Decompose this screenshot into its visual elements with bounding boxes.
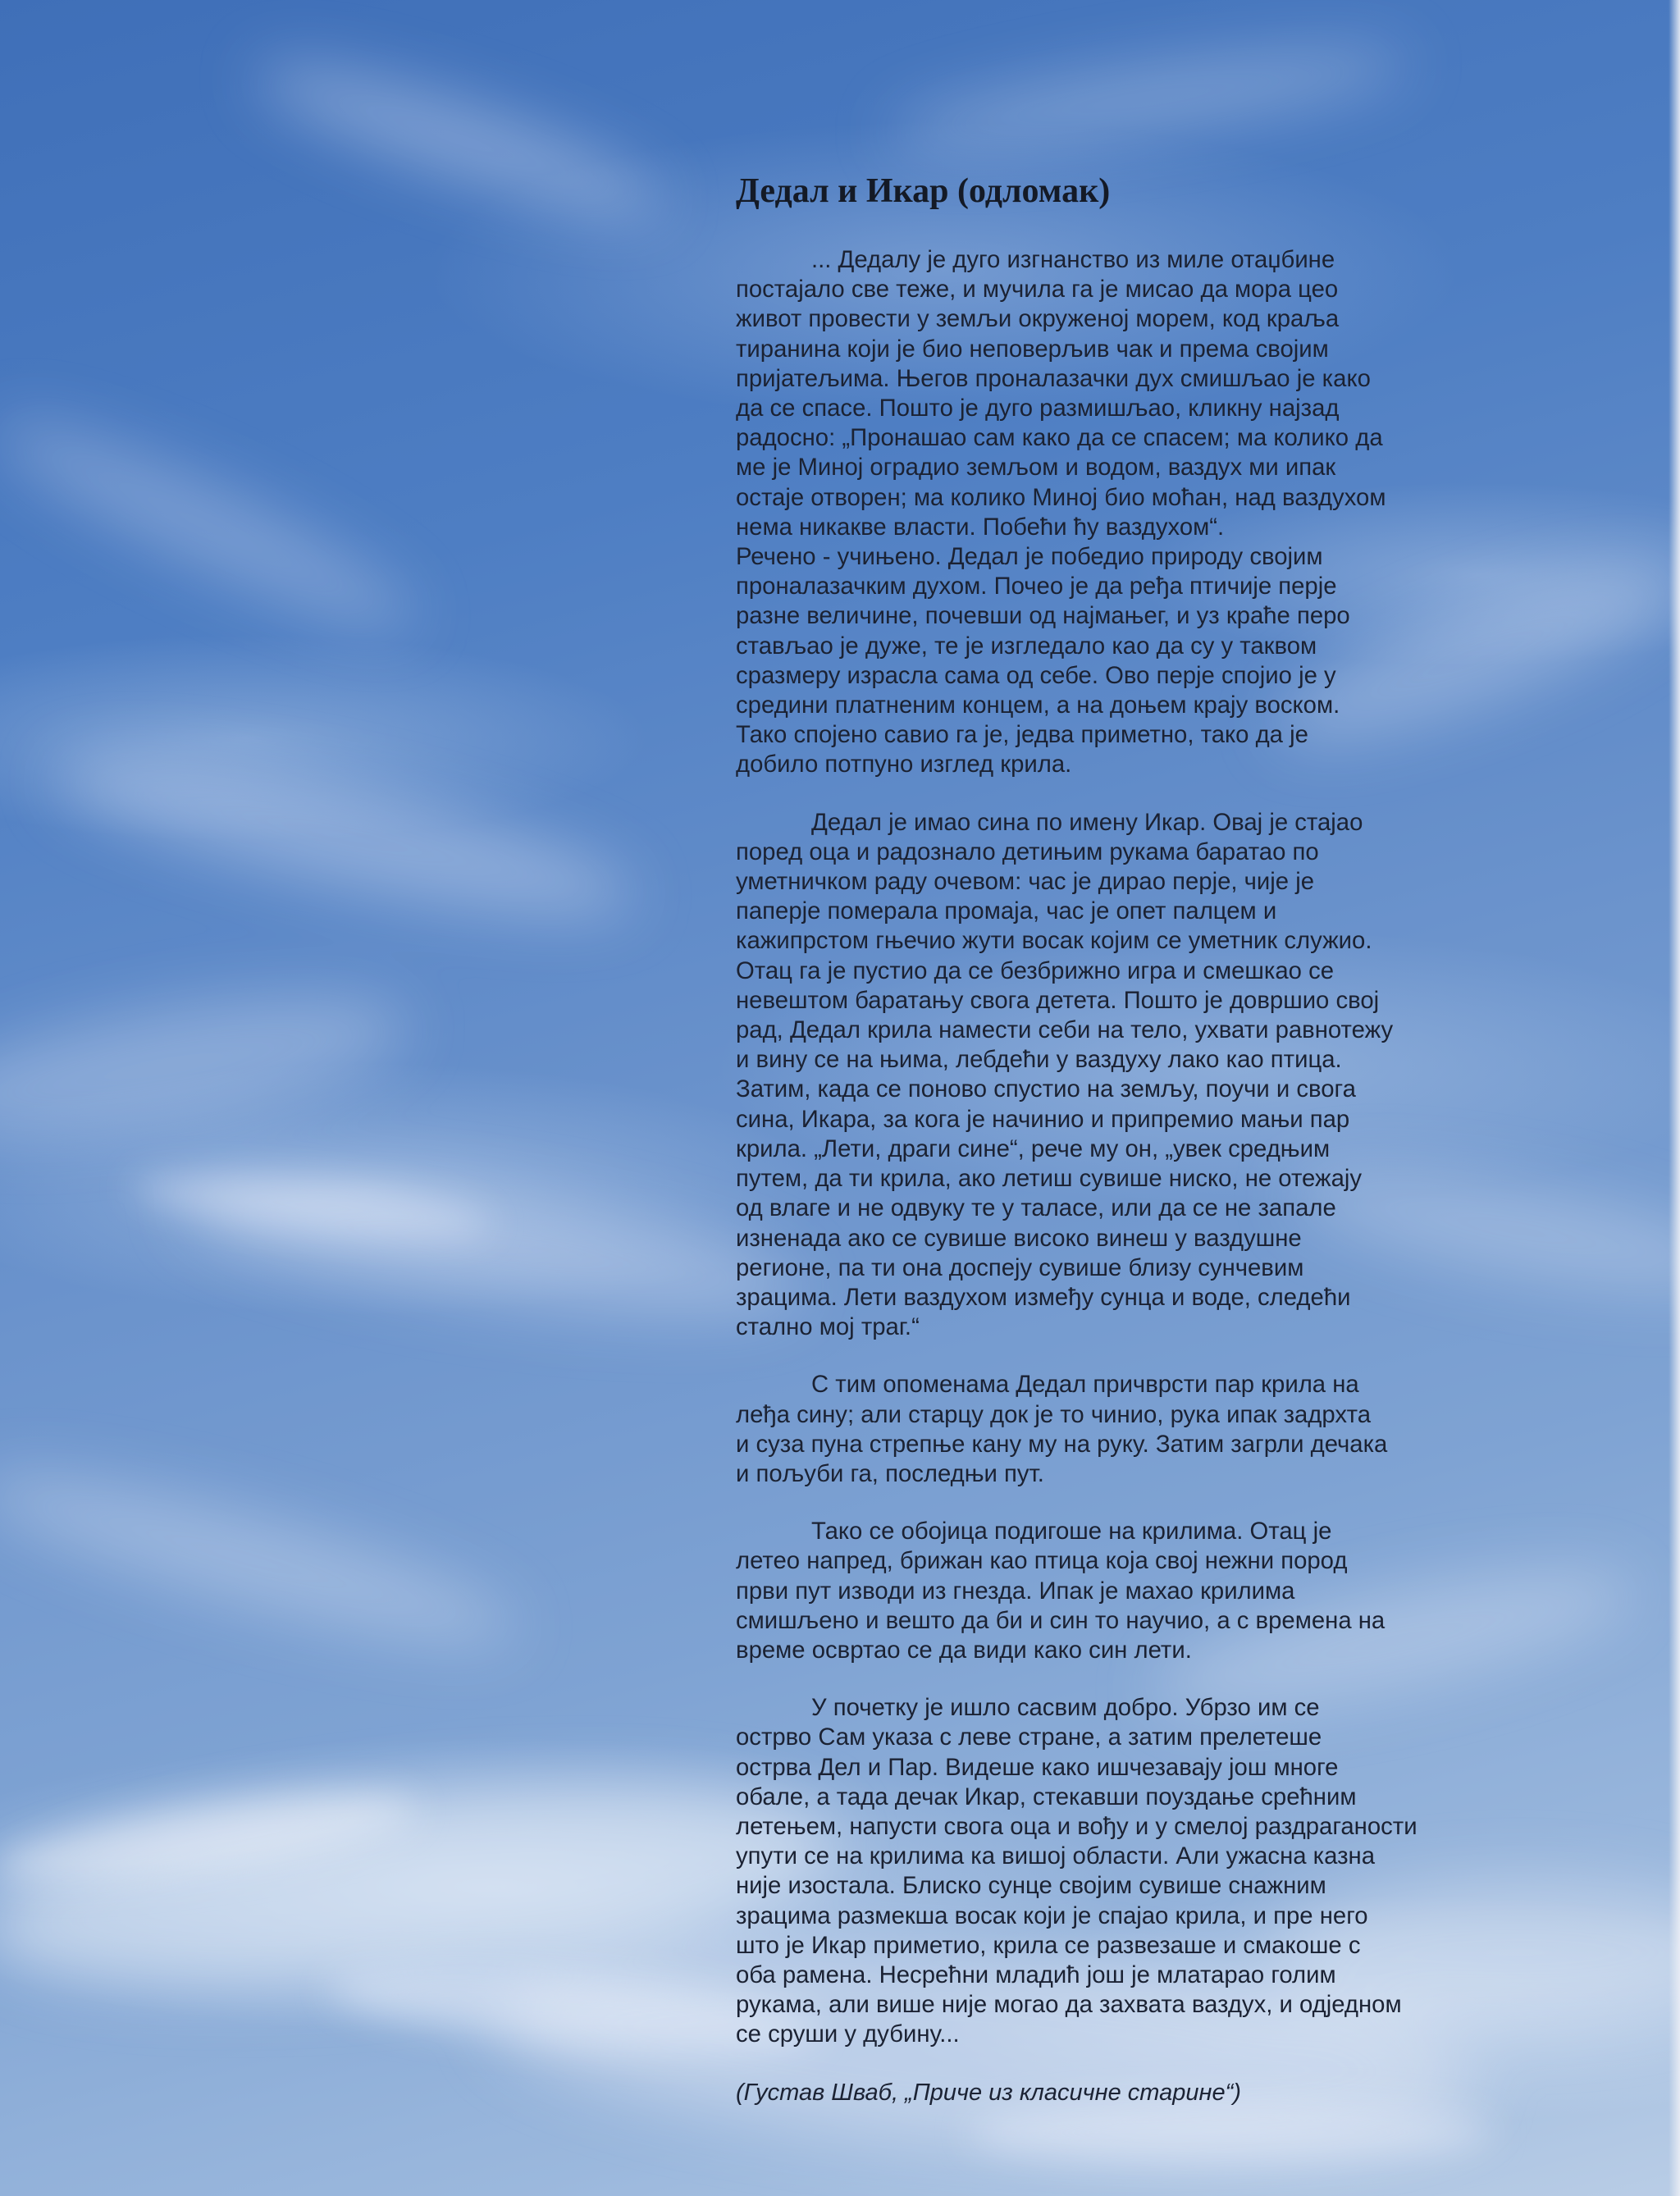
- text-line: Речено - учињено. Дедал је победио природу својим: [736, 543, 1323, 571]
- text-line: кажипрстом гњечио жути восак којим се уметник служио.: [736, 927, 1372, 955]
- cloud-wisp: [0, 967, 417, 1166]
- article-title: Дедал и Икар (одломак): [736, 172, 1111, 210]
- text-line: да се спасе. Пошто је дуго размишљао, кликну најзад: [736, 395, 1340, 422]
- paragraph-5: [736, 1517, 1556, 1665]
- text-line: добило потпуно изглед крила.: [736, 751, 1072, 778]
- text-line: зрацима. Лети ваздухом између сунца и воде, следећи: [736, 1283, 1351, 1311]
- text-line: време освртао се да види како син лети.: [736, 1636, 1192, 1664]
- text-line: Затим, када се поново спустио на земљу, поучи и свога: [736, 1075, 1356, 1103]
- text-line: крила. „Лети, драги сине“, рече му он, „увек средњим: [736, 1135, 1331, 1162]
- text-line: Тако се обојица подигоше на крилима. Отац је: [811, 1518, 1332, 1545]
- text-line: и суза пуна стрепње кану му на руку. Затим загрли дечака: [736, 1430, 1388, 1458]
- paragraph-3: [736, 808, 1556, 1343]
- text-line: смишљено и вешто да би и син то научио, а с времена на: [736, 1606, 1386, 1634]
- page-edge: [1669, 0, 1680, 2196]
- text-line: Дедал је имао сина по имену Икар. Овај је стајао: [811, 808, 1363, 836]
- text-line: проналазачким духом. Почео је да ређа птичије перје: [736, 573, 1337, 600]
- text-line: регионе, па ти она доспеју сувише близу сунчевим: [736, 1253, 1304, 1281]
- cloud-wisp: [0, 390, 431, 659]
- text-line: и вину се на њима, лебдећи у ваздуху лако као птица.: [736, 1046, 1342, 1074]
- text-line: поред оца и радознало детињим рукама баратао по: [736, 838, 1319, 865]
- text-line: зрацима размекша восак који је спајао крила, и пре него: [736, 1902, 1368, 1929]
- text-line: стално мој траг.“: [736, 1313, 920, 1341]
- text-line: живот провести у земљи окруженој морем, код краља: [736, 305, 1340, 333]
- text-line: уметничком раду очевом: час је дирао перје, чије је: [736, 868, 1315, 896]
- text-line: што је Икар приметио, крила се развезаше и смакоше с: [736, 1931, 1361, 1959]
- paragraph-2: [736, 542, 1556, 780]
- text-line: радосно: „Пронашао сам како да се спасем; ма колико да: [736, 424, 1383, 452]
- text-line: У почетку је ишло сасвим добро. Убрзо им се: [811, 1694, 1320, 1722]
- text-line: тиранина који је био неповерљив чак и према својим: [736, 335, 1329, 363]
- text-line: паперје померала промаја, час је опет палцем и: [736, 897, 1277, 925]
- text-line: разне величине, почевши од најмањег, и уз краће перо: [736, 602, 1350, 630]
- text-line: летењем, напусти свога оца и вођу и у смелој раздраганости: [736, 1812, 1418, 1840]
- paragraph-4: [736, 1370, 1556, 1489]
- text-line: острво Сам указа с леве стране, а затим прелетеше: [736, 1723, 1322, 1751]
- text-line: нема никакве власти. Побећи ћу ваздухом“.: [736, 513, 1225, 541]
- cloud-wisp: [0, 1443, 527, 1674]
- text-line: сразмеру израсла сама од себе. Ово перје спојио је у: [736, 661, 1336, 689]
- text-line: сина, Икара, за кога је начинио и припремио мањи пар: [736, 1105, 1350, 1133]
- text-line: постајало све теже, и мучила га је мисао да мора цео: [736, 276, 1339, 304]
- paragraph-1: [736, 245, 1556, 542]
- text-line: ... Дедалу је дуго изгнанство из миле отаџбине: [811, 246, 1335, 273]
- cloud-wisp: [45, 727, 643, 946]
- text-line: обале, а тада дечак Икар, стекавши поуздање срећним: [736, 1783, 1357, 1810]
- cloud-wisp: [884, 30, 1413, 167]
- text-line: од влаге и не одвуку те у таласе, или да се не запале: [736, 1194, 1336, 1222]
- text-line: Отац га је пустио да се безбрижно игра и смешкао се: [736, 956, 1335, 984]
- text-line: путем, да ти крила, ако летиш сувише ниско, не отежају: [736, 1165, 1363, 1193]
- text-line: леђа сину; али старцу док је то чинио, рука ипак задрхта: [736, 1400, 1372, 1428]
- text-line: изненада ако се сувише високо винеш у ваздушне: [736, 1224, 1302, 1252]
- text-line: и пољуби га, последњи пут.: [736, 1459, 1044, 1487]
- paragraph-6: [736, 1693, 1556, 2049]
- text-line: невештом баратању свога детета. Пошто је довршио свој: [736, 986, 1380, 1014]
- text-line: пријатељима. Његов проналазачки дух смишљао је како: [736, 364, 1371, 392]
- text-line: стављао је дуже, те је изгледало као да су у таквом: [736, 632, 1317, 660]
- text-line: први пут изводи из гнезда. Ипак је махао крилима: [736, 1577, 1295, 1605]
- text-line: средини платненим концем, а на доњем крају воском.: [736, 692, 1340, 719]
- article: [736, 168, 1556, 2107]
- text-line: С тим опоменама Дедал причврсти пар крила на: [811, 1371, 1359, 1399]
- cloud-wisp: [968, 2100, 1493, 2166]
- text-line: ме је Минoj оградио земљом и водом, ваздух ми ипак: [736, 454, 1336, 482]
- text-line: острва Дел и Пар. Видеше како ишчезавају још многе: [736, 1753, 1339, 1781]
- text-line: упути се на крилима ка вишој области. Али ужасна казна: [736, 1842, 1376, 1870]
- text-line: оба рамена. Несрећни младић још је млатарао голим: [736, 1961, 1336, 1988]
- text-line: Тако спојено савио га је, једва приметно, тако да је: [736, 721, 1308, 749]
- text-line: рад, Дедал крила намести себи на тело, ухвати равнотежу: [736, 1016, 1394, 1044]
- text-line: рукама, али више није могао да захвата ваздух, и одједном: [736, 1991, 1402, 2019]
- text-line: није изостала. Блиско сунце својим сувише снажним: [736, 1872, 1326, 1900]
- cloud-wisp: [245, 39, 673, 240]
- text-line: остаје отворен; ма колико Минoj био моћан, над ваздухом: [736, 483, 1386, 511]
- text-line: летео напред, брижан као птица која свој нежни пород: [736, 1547, 1348, 1575]
- source-citation: (Густав Шваб, „Приче из класичне старине“): [736, 2079, 1241, 2106]
- text-line: се сруши у дубину...: [736, 2020, 960, 2048]
